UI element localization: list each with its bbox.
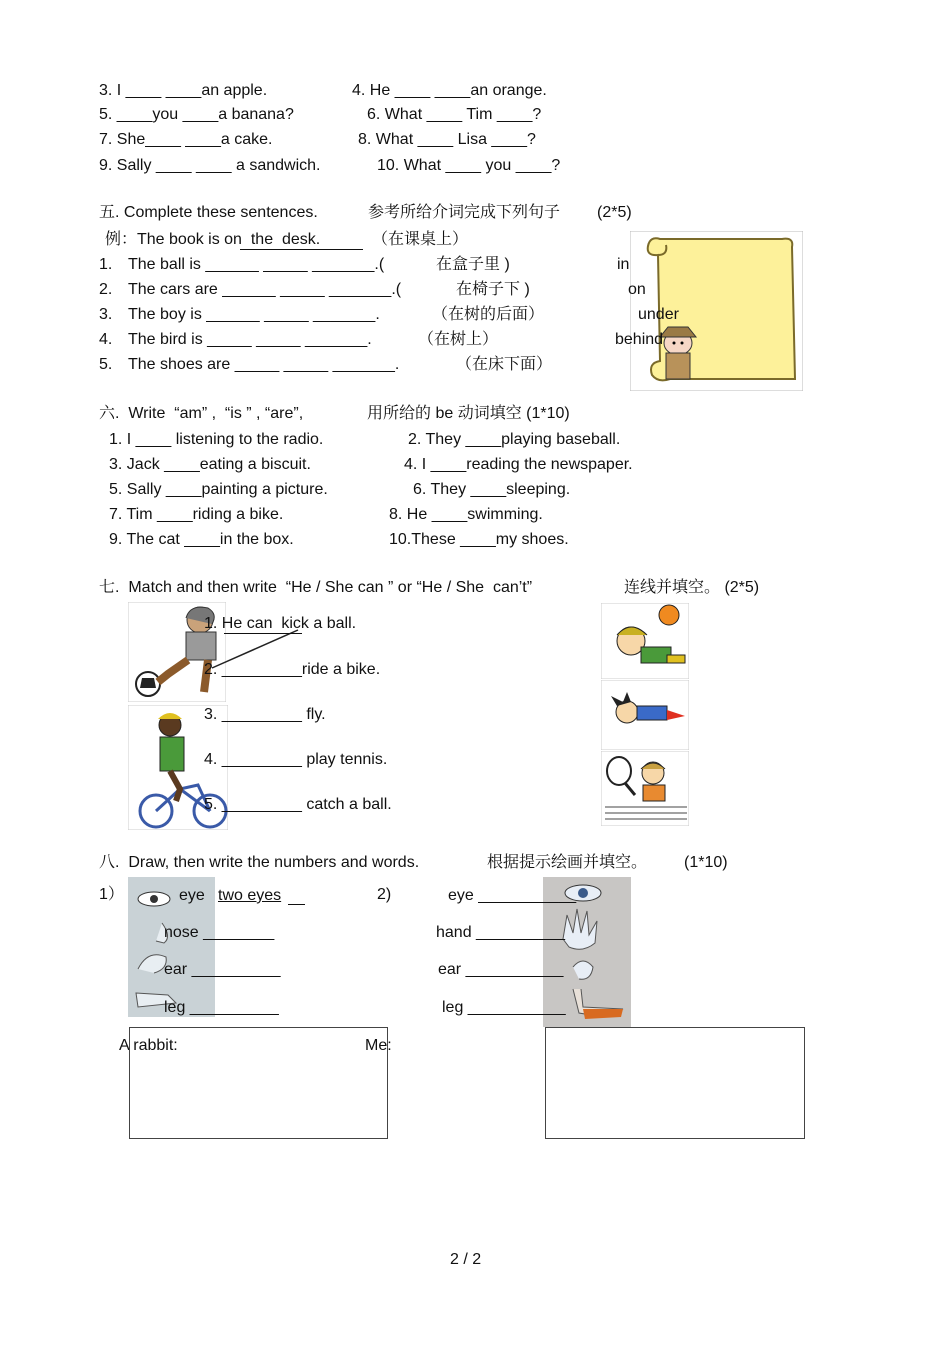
- q7: 7. She____ ____a cake.: [99, 131, 273, 148]
- sec5-title-cn: 参考所给介词完成下列句子: [368, 204, 561, 221]
- s5-cn-4: （在树上）: [418, 331, 499, 348]
- s7-answer-underline: [224, 633, 302, 634]
- girl-playing-tennis-picture: [601, 751, 689, 826]
- s5-num-3: 3.: [99, 306, 113, 323]
- s6-item: 4. I ____reading the newspaper.: [404, 456, 633, 473]
- sec8-title: 八. Draw, then write the numbers and words.: [99, 854, 420, 871]
- s5-num-1: 1.: [99, 256, 113, 273]
- left-nose: nose ________: [164, 924, 275, 941]
- left-ear: ear __________: [164, 961, 281, 978]
- s5-cn-3: （在树的后面）: [432, 306, 545, 323]
- me-drawing-box[interactable]: [545, 1027, 805, 1139]
- s6-item: 10.These ____my shoes.: [389, 531, 569, 548]
- sec6-title: 六. Write “am” , “is ” , “are”,: [99, 405, 304, 422]
- page-number: 2 / 2: [450, 1251, 482, 1268]
- q3: 3. I ____ ____an apple.: [99, 82, 268, 99]
- q9: 9. Sally ____ ____ a sandwich.: [99, 157, 321, 174]
- s7-item-3: 3. _________ fly.: [204, 706, 326, 723]
- q6: 6. What ____ Tim ____?: [367, 106, 542, 123]
- word-in: in: [617, 256, 630, 273]
- s7-item-5: 5. _________ catch a ball.: [204, 796, 392, 813]
- example: 例：The book is on the desk.: [105, 231, 321, 248]
- s5-cn-1: 在盒子里 ): [436, 256, 510, 273]
- sec5-score: (2*5): [597, 204, 632, 221]
- s7-item-4: 4. _________ play tennis.: [204, 751, 388, 768]
- q5: 5. ____you ____a banana?: [99, 106, 294, 123]
- s6-item: 6. They ____sleeping.: [413, 481, 571, 498]
- left-eye-answer-tail: [288, 904, 305, 905]
- sec7-title: 七. Match and then write “He / She can ” or “He / She can’t”: [99, 579, 533, 596]
- boy-catching-ball-picture: [601, 603, 689, 679]
- word-on: on: [628, 281, 646, 298]
- q8: 8. What ____ Lisa ____?: [358, 131, 536, 148]
- me-label: Me:: [365, 1037, 392, 1054]
- s5-cn-2: 在椅子下 ): [456, 281, 530, 298]
- s6-item: 5. Sally ____painting a picture.: [109, 481, 328, 498]
- s5-item-5: The shoes are _____ _____ _______.: [128, 356, 400, 373]
- right-leg: leg ___________: [442, 999, 566, 1016]
- s7-item-2: 2. _________ride a bike.: [204, 661, 381, 678]
- sec5-title: 五. Complete these sentences.: [99, 204, 318, 221]
- example-cn: （在课桌上）: [372, 231, 469, 248]
- sec8-title-cn: 根据提示绘画并填空。: [487, 854, 648, 871]
- sec8-score: (1*10): [684, 854, 728, 871]
- q4: 4. He ____ ____an orange.: [352, 82, 547, 99]
- s5-cn-5: （在床下面）: [456, 356, 553, 373]
- left-leg: leg __________: [164, 999, 279, 1016]
- right-eye: eye ___________: [448, 887, 577, 904]
- s5-item-1: The ball is ______ _____ _______.(: [128, 256, 385, 273]
- robot-flying-picture: [601, 680, 689, 750]
- sec6-title-cn: 用所给的 be 动词填空 (1*10): [367, 405, 570, 422]
- s6-item: 9. The cat ____in the box.: [109, 531, 294, 548]
- right-hand: hand __________: [436, 924, 566, 941]
- word-under: under: [638, 306, 679, 323]
- sec7-title-cn: 连线并填空。 (2*5): [624, 579, 760, 596]
- rabbit-label: A rabbit:: [119, 1037, 178, 1054]
- s5-item-2: The cars are ______ _____ _______.(: [128, 281, 402, 298]
- s6-item: 2. They ____playing baseball.: [408, 431, 621, 448]
- q10: 10. What ____ you ____?: [377, 157, 561, 174]
- example-underline: [240, 249, 363, 250]
- left-eye-answer: two eyes: [218, 887, 282, 904]
- s5-num-2: 2.: [99, 281, 113, 298]
- part2-label: 2): [377, 886, 392, 903]
- rabbit-drawing-box[interactable]: [129, 1027, 388, 1139]
- part1-label: 1）: [99, 886, 124, 903]
- left-eye-label: eye: [179, 887, 205, 904]
- word-behind: behind: [615, 331, 664, 348]
- s6-item: 1. I ____ listening to the radio.: [109, 431, 324, 448]
- s5-num-5: 5.: [99, 356, 113, 373]
- s5-item-4: The bird is _____ _____ _______.: [128, 331, 372, 348]
- s7-item-1: 1. He can kick a ball.: [204, 615, 357, 632]
- s6-item: 3. Jack ____eating a biscuit.: [109, 456, 311, 473]
- s6-item: 7. Tim ____riding a bike.: [109, 506, 284, 523]
- right-ear: ear ___________: [438, 961, 564, 978]
- s5-item-3: The boy is ______ _____ _______.: [128, 306, 380, 323]
- s6-item: 8. He ____swimming.: [389, 506, 543, 523]
- s5-num-4: 4.: [99, 331, 113, 348]
